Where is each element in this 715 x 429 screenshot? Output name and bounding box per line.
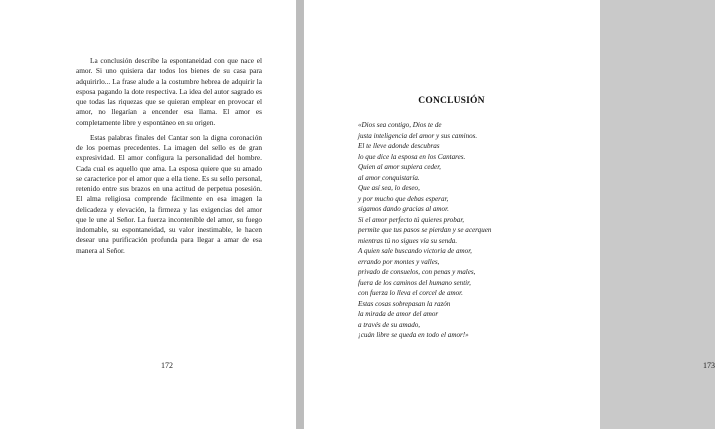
poem-line: privado de consuelos, con penas y males, <box>358 268 476 276</box>
poem-line: fuera de los caminos del humano sentir, <box>358 278 471 287</box>
right-page <box>303 0 715 429</box>
poem-line: Quien al amor supiera ceder, <box>358 163 441 171</box>
conclusion-poem <box>358 120 578 341</box>
right-page-number: 173 <box>703 361 715 370</box>
poem-line: «Dios sea contigo, Dios te de <box>358 121 442 129</box>
poem-line: errando por montes y valles, <box>358 257 440 266</box>
left-page-number: 172 <box>161 361 173 370</box>
poem-line: mientras tú no sigues vía su senda. <box>358 236 458 245</box>
left-page-body <box>76 56 262 256</box>
poem-line: la mirada de amor del amor <box>358 310 439 318</box>
poem-line: lo que dice la esposa en los Cantares. <box>358 152 466 161</box>
left-page <box>0 0 297 429</box>
poem-line: sigamos dando gracias al amor. <box>358 205 449 213</box>
poem-line: y por mucho que debas esperar, <box>358 194 449 203</box>
poem-line: al amor conquistaría. <box>358 173 420 182</box>
poem-line: Que así sea, lo deseo, <box>358 184 420 192</box>
poem-line: A quien sale buscando victoria de amor, <box>358 247 472 255</box>
poem-line: Estas cosas sobrepasan la razón <box>358 299 451 308</box>
poem-line: Si el amor perfecto tú quieres probar, <box>358 215 465 224</box>
conclusion-title: CONCLUSIÓN <box>418 96 485 106</box>
poem-line: ¡cuán libre se queda en todo el amor!» <box>358 331 469 339</box>
poem-line: a través de su amado, <box>358 320 421 329</box>
poem-line: El te lleve adonde descubras <box>358 142 440 150</box>
paragraph-1: La conclusión describe la espontaneidad con que nace el amor. Si uno quisiera dar todos los bienes de su casa para adquirirlo... La frase alude a la costumbre hebrea de adquirir la esposa pagando la dote respectiva. La idea del autor sagrado es que todas las riquezas que se quieran emplear en provocar el amor, no llegarían a encender esa llama. El amor es completamente libre y espontáneo en su origen. <box>76 56 262 127</box>
poem-line: con fuerza lo lleva el corcel de amor. <box>358 289 463 297</box>
poem-line: permite que tus pasos se pierdan y se acerquen <box>358 226 492 234</box>
paragraph-2: Estas palabras finales del Cantar son la digna coronación de los poemas precedentes. La imagen del sello es de gran expresividad. El amor configura la personalidad del hombre. Cada cual es aquello que ama. La esposa quiere que su amado se caracterice por el amor que a ella tiene. Es su sello personal, retenido entre sus brazos en una actitud de perpetua posesión. El alma religiosa comprende fácilmente en esa imagen la delicadeza y elevación, la firmeza y las exigencias del amor que le une al Señor. La fuerza incontenible del amor, su fuego indomable, su espontaneidad, su valor inestimable, le hacen desear una purificación profunda para llegar a amar de esa manera al Señor. <box>76 132 262 255</box>
poem-line: justa inteligencia del amor y sus caminos. <box>358 131 478 140</box>
